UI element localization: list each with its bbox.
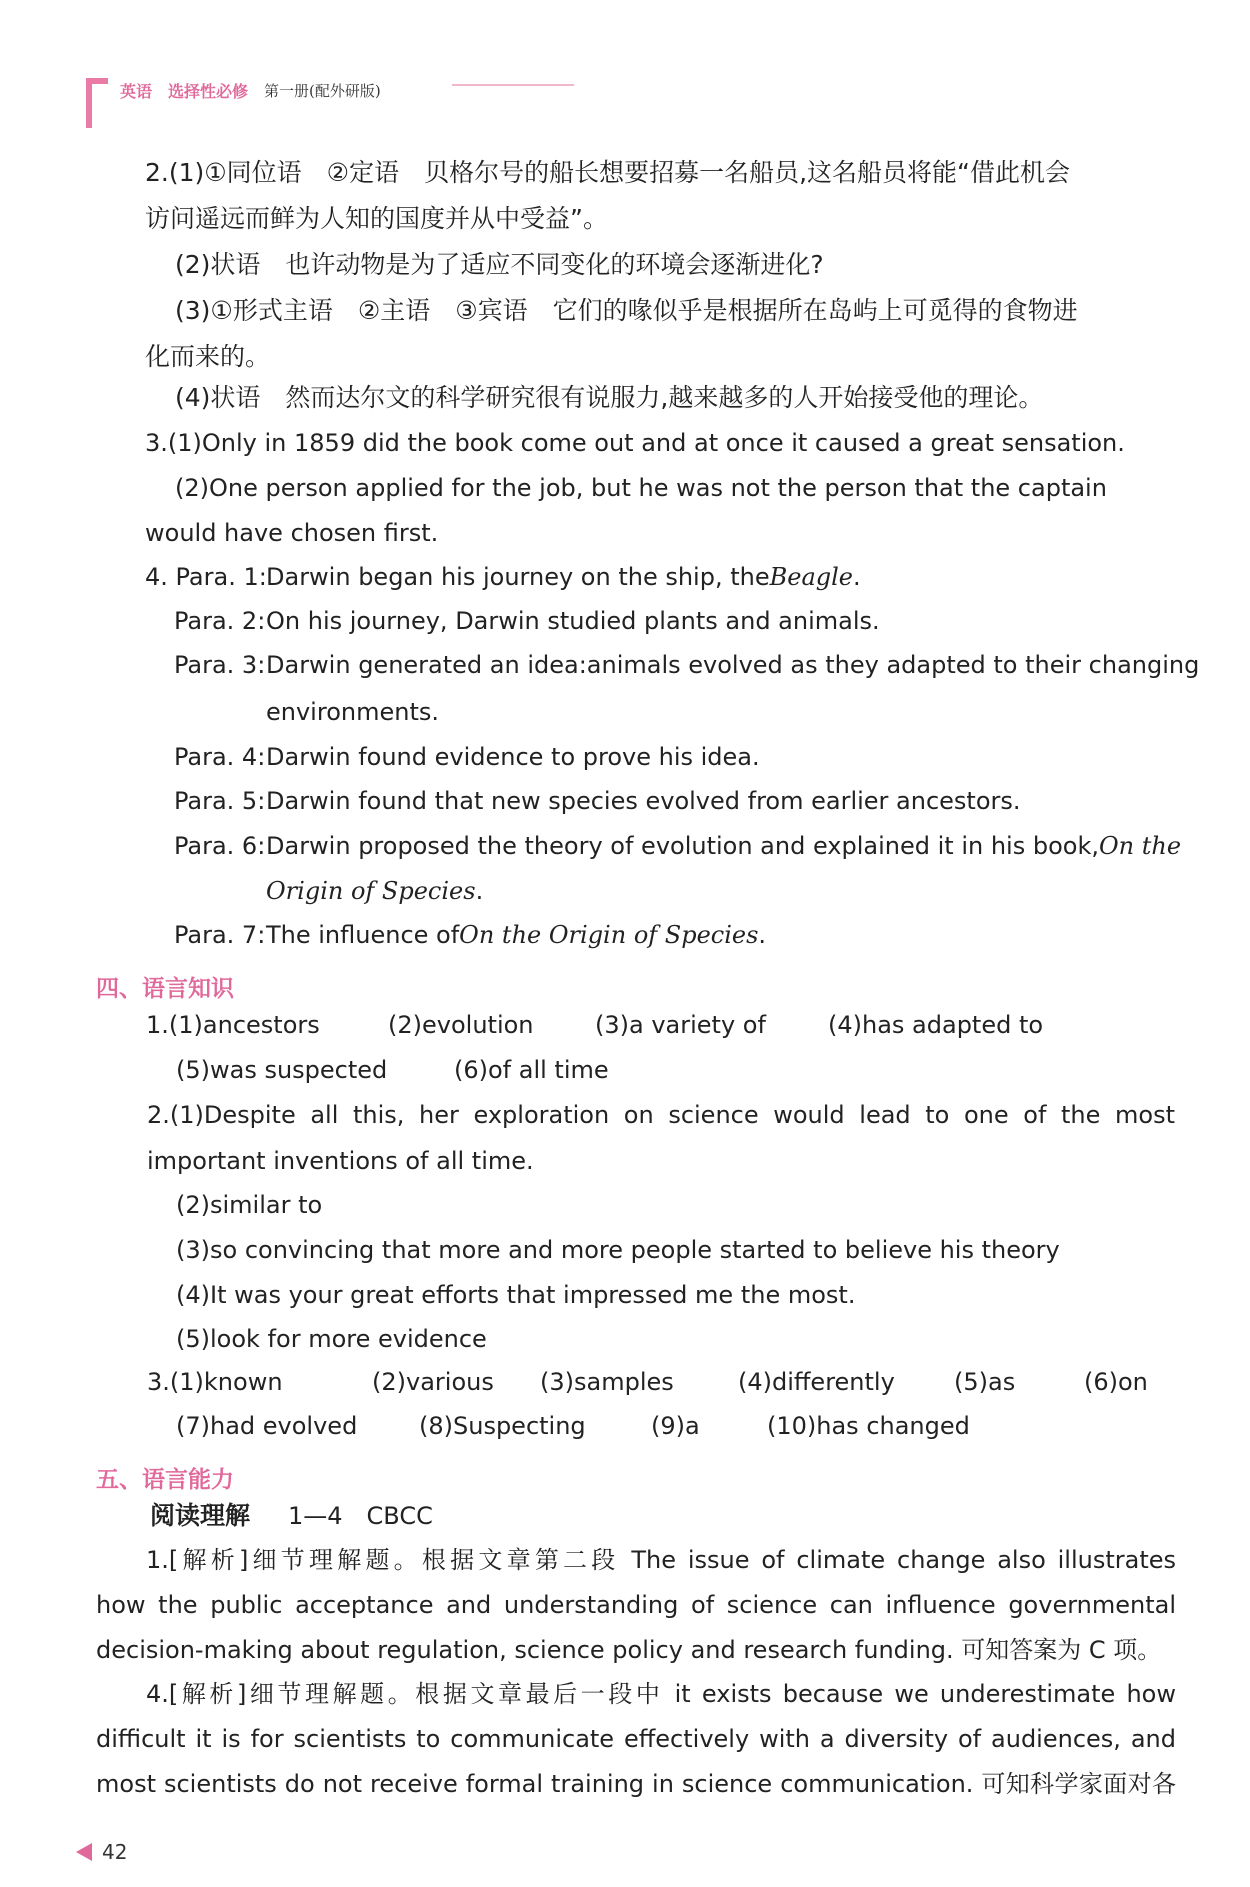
para-text: Darwin found that new species evolved from earlier ancestors. [266,787,1021,815]
header-bracket [86,78,108,128]
para-label: Para. 2: [174,607,266,635]
answer-item: (10)has changed [767,1412,970,1440]
para-text: Darwin proposed the theory of evolution and explained it in his book, [266,832,1099,860]
s4-q2-line-3: (3)so convincing that more and more people started to believe his theory [176,1236,1060,1264]
q4-para-3-cont: environments. [266,698,439,726]
answer-item: (2)various [372,1368,494,1396]
header-subject: 英语 [120,81,153,101]
para-label: 4. Para. 1: [145,563,267,591]
q2-line-1b: 访问遥远而鲜为人知的国度并从中受益”。 [145,204,608,233]
s4-q2-line-4: (4)It was your great efforts that impressed me the most. [176,1281,856,1309]
q3-line-2a: (2)One person applied for the job, but he was not the person that the captain [175,474,1107,502]
q4-para-1 [145,562,861,592]
s4-q1-row-2 [176,1055,609,1085]
book-title: On the [1098,832,1182,860]
answer-item: (5)as [954,1368,1016,1396]
s4-q2-line-2: (2)similar to [176,1191,323,1219]
q4-para-6-cont [266,876,483,906]
reading-answers: 1—4 CBCC [288,1502,433,1530]
q4-para-5 [174,786,1021,816]
s4-q3-row-1 [147,1367,1148,1397]
triangle-marker-icon [76,1843,92,1861]
q4-para-6 [174,831,1181,861]
answer-item: (6)on [1084,1368,1148,1396]
analysis-1-line-b: how the public acceptance and understanding of science can influence governmental [96,1591,1176,1619]
q2-line-1a: 2.(1)①同位语 ②定语 贝格尔号的船长想要招募一名船员,这名船员将能“借此机会 [145,158,1070,187]
para-end: . [758,921,767,949]
page-number-text: 42 [102,1840,128,1864]
para-text: Darwin found evidence to prove his idea. [266,743,760,771]
q4-para-2 [174,606,880,636]
q2-line-3a: (3)①形式主语 ②主语 ③宾语 它们的喙似乎是根据所在岛屿上可觅得的食物进 [175,296,1078,325]
analysis-4-line-b: difficult it is for scientists to communicate effectively with a diversity of audiences, and [96,1725,1176,1753]
para-label: Para. 4: [174,743,266,771]
header-course: 选择性必修 [168,81,249,101]
running-header [120,78,381,102]
reading-comprehension-line [150,1501,433,1531]
section-4-heading: 四、语言知识 [96,976,234,1002]
q4-para-3 [174,650,1199,680]
answer-item: (7)had evolved [176,1412,358,1440]
para-text: The influence of [266,921,460,949]
para-end: . [853,563,861,591]
answer-item: (3)a variety of [595,1011,766,1039]
book-title: Origin of Species [266,877,476,905]
para-label: Para. 5: [174,787,266,815]
q4-para-7 [174,920,766,950]
para-text: Darwin generated an idea:animals evolved as they adapted to their changing [266,651,1200,679]
section-5-heading: 五、语言能力 [96,1467,234,1493]
q3-line-1: 3.(1)Only in 1859 did the book come out and at once it caused a great sensation. [145,429,1125,457]
header-book: 第一册(配外研版) [264,81,381,100]
q4-para-4 [174,742,760,772]
answer-item: (8)Suspecting [419,1412,586,1440]
answer-item: (3)samples [540,1368,674,1396]
analysis-4-line-a: 4.[解析]细节理解题。根据文章最后一段中 it exists because we underestimate how [146,1680,1176,1708]
header-rule [452,84,574,86]
analysis-4-line-c: most scientists do not receive formal training in science communication. 可知科学家面对各 [96,1770,1176,1798]
answer-item: 1.(1)ancestors [146,1011,320,1039]
answer-item: 3.(1)known [147,1368,283,1396]
analysis-1-line-a: 1.[解析]细节理解题。根据文章第二段 The issue of climate change also illustrates [146,1546,1176,1574]
s4-q1-row-1 [146,1010,1043,1040]
answer-item: (4)has adapted to [828,1011,1044,1039]
para-label: Para. 3: [174,651,266,679]
s4-q2-line-1b: important inventions of all time. [147,1147,534,1175]
q2-line-2: (2)状语 也许动物是为了适应不同变化的环境会逐渐进化? [175,250,824,279]
answer-item: (4)differently [738,1368,895,1396]
answer-item: (6)of all time [454,1056,609,1084]
para-end: . [475,877,484,905]
answer-item: (9)a [651,1412,700,1440]
answer-item: (5)was suspected [176,1056,388,1084]
q3-line-2b: would have chosen first. [145,519,439,547]
q2-line-3b: 化而来的。 [145,342,271,371]
s4-q2-line-5: (5)look for more evidence [176,1325,487,1353]
book-title: On the Origin of Species [459,921,759,949]
para-label: Para. 7: [174,921,266,949]
para-text: On his journey, Darwin studied plants and animals. [266,607,880,635]
s4-q3-row-2 [176,1411,970,1441]
para-text: Darwin began his journey on the ship, the [266,563,770,591]
analysis-1-line-c: decision-making about regulation, science policy and research funding. 可知答案为 C 项。 [96,1636,1162,1664]
q2-line-4: (4)状语 然而达尔文的科学研究很有说服力,越来越多的人开始接受他的理论。 [175,383,1044,412]
s4-q2-line-1a: 2.(1)Despite all this, her exploration on science would lead to one of the most [147,1101,1175,1129]
reading-label: 阅读理解 [150,1501,251,1530]
answer-item: (2)evolution [388,1011,534,1039]
ship-name: Beagle [769,563,853,591]
para-label: Para. 6: [174,832,266,860]
page-number [76,1840,127,1864]
